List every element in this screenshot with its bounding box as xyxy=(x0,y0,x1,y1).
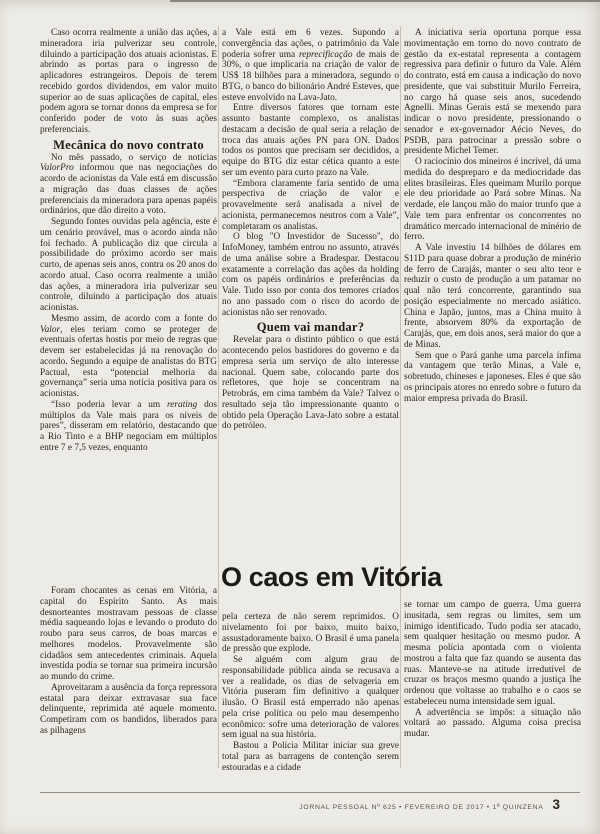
article-column-3 xyxy=(404,28,581,404)
article-headline: O caos em Vitória xyxy=(221,562,442,592)
article-column-2 xyxy=(222,612,399,773)
scan-edge-artifact xyxy=(170,0,600,2)
body-paragraph: “Isso poderia levar a um rerating dos múltiplos da Vale mais para os níveis de pares”, disseram em relatório, destacando que a Rio Tinto e a BHP negociam em múltiplos entre 7 e 7,5 vezes, enquanto xyxy=(40,399,217,453)
body-paragraph: Entre diversos fatores que tornam este assunto bastante complexo, os analistas destacam a decisão de qual seria a relação de troca das atuais ações PN para ON. Dados todos os pontos que precisam ser decididos, a equipe do BTG diz estar cética quanto a este ser um evento para curto prazo na Vale. xyxy=(222,103,399,178)
body-paragraph: A advertência se impôs: a situação não voltará ao passado. Alguma coisa precisa mudar. xyxy=(404,707,581,739)
body-paragraph: Segundo fontes ouvidas pela agência, este é um cenário provável, mas o acordo ainda não foi fechado. A publicação diz que circula a possibilidade do próximo acordo ser mais curto, de apenas seis anos, contra os 20 anos do acordo atual. Caso ocorra realmente a união das ações, a mineradora iria pulverizar seu controle, diluindo a participação dos atuais acionistas. xyxy=(40,217,217,313)
section-heading: Quem vai mandar? xyxy=(256,320,365,335)
body-paragraph: se tornar um campo de guerra. Uma guerra inusitada, sem regras ou limites, sem um inimigo identificado. Tudo podia ser atacado, sem qualquer hesitação ou mesmo pudor. A mesma polícia apontada com o violenta mostrou a falta que faz quando se ausenta das ruas. Manteve-se na atitude irredutível de cruzar os braços mesmo quando a justiça lhe ordenou que voltasse ao trabalho e o caos se estabeleceu numa intensidade sem igual. xyxy=(404,600,581,707)
body-paragraph: Bastou a Polícia Militar iniciar sua greve total para as barragens de contenção serem estouradas e a cidade xyxy=(222,741,399,773)
body-paragraph: Se alguém com algum grau de responsabilidade pública ainda se recusava a ver a realidade, os dias de selvageria em Vitória puseram fim definitivo a qualquer ilusão. O Brasil está emperrado não apenas pela crise política ou pelo mau desempenho econômico: sofre uma deterioração de valores sem igual na sua história. xyxy=(222,655,399,741)
article-column-1 xyxy=(40,28,217,454)
page-footer xyxy=(299,797,560,812)
body-paragraph: Revelar para o distinto público o que está acontecendo pelos bastidores do governo e da empresa seria um serviço de alto interesse nacional. Quem sabe, colocando parte dos refletores, que hoje se concentram na Petrobrás, em cima também da Vale? Talvez o resultado seja tão impressionante quanto o obtido pela Operação Lava-Jato sobre a estatal do petróleo. xyxy=(222,335,399,432)
body-paragraph: O raciocínio dos mineiros é incrível, dá uma medida do despreparo e da mediocridade das elites brasileiras. Eles queimam Murilo porque ele deu prioridade ao Pará sobre Minas. Na verdade, ele lançou mão do maior trunfo que a Vale tem para enfrentar os concorrentes no dramático mercado internacional de minério de ferro. xyxy=(404,157,581,243)
body-paragraph: A iniciativa seria oportuna porque essa movimentação em torno do novo contrato de gestão da ex-estatal representa a contagem regressiva para definir o futuro da Vale. Além do contrato, está em causa a indicação do novo presidente, que vai substituir Murilo Ferreira, no cargo há quase seis anos, sucedendo Agnelli. Minas Gerais está se mexendo para indicar o novo presidente, pressionando o senador e ex-governador Aécio Neves, do PSDB, para patrocinar a pressão sobre o presidente Michel Temer. xyxy=(404,28,581,157)
body-paragraph: Foram chocantes as cenas em Vitória, a capital do Espírito Santo. As mais desnorteantes mostravam pessoas de classe média saqueando lojas e levando o produto do roubo para seus carros, de boas marcas e melhores modelos. Provavelmente são cidadãos sem antecedentes criminais. Aquela investida podia se tornar sua primeira incursão ao mundo do crime. xyxy=(40,586,217,682)
column-rule xyxy=(400,26,401,768)
body-paragraph: O blog "O Investidor de Sucesso", do InfoMoney, também entrou no assunto, através de uma análise sobre a Bradespar. Destacou exatamente a correlação das ações da holding com os papéis ordinários e preferências da Vale. Tudo isso por conta dos temores criados no ano passado com o risco do acordo de acionistas não ser renovado. xyxy=(222,232,399,318)
body-paragraph: pela certeza de não serem reprimidos. O nivelamento foi por baixo, muito baixo, assustadoramente baixo. O Brasil é uma panela de pressão que explode. xyxy=(222,612,399,655)
article-column-2 xyxy=(222,28,399,432)
body-paragraph: Sem que o Pará ganhe uma parcela ínfima da vantagem que terão Minas, a Vale e, sobretudo, chineses e japoneses. Eles é que são os principais atores no enredo sobre o futuro da maior empresa privada do Brasil. xyxy=(404,350,581,404)
body-paragraph: A Vale investiu 14 bilhões de dólares em S11D para quase dobrar a produção de minério de ferro de Carajás, manter o seu alto teor e reduzir o custo de produção a um patamar no qual não terá concorrente, garantindo sua posição especialmente no mercado asiático. China e Japão, juntos, mas a China muito à frente, absorvem 80% da exportação de Carajás, que, em dois anos, será maior do que a de Minas. xyxy=(404,243,581,350)
body-paragraph: No mês passado, o serviço de notícias ValorPro informou que nas negociações do acordo de acionistas da Vale está em discussão a migração das duas classes de ações preferenciais da mineradora para apenas papéis ordinários, que dão direito a voto. xyxy=(40,152,217,217)
body-paragraph: “Embora claramente faria sentido de uma perspectiva de criação de valor e provavelmente será analisada a nível de acionista, permanecemos neutros com a Vale”, completaram os analistas. xyxy=(222,178,399,232)
body-paragraph: Mesmo assim, de acordo com a fonte do Valor, eles teriam como se proteger de eventuais ofertas hostis por meio de regras que devem ser estabelecidas já na renovação do acordo. Segundo a equipe de analistas do BTG Pactual, esta “potencial melhoria da governança” seria uma notícia positiva para os acionistas. xyxy=(40,313,217,399)
footer-issue-line: JORNAL PESSOAL Nº 625 • FEVEREIRO DE 2017 • 1ª QUINZENA xyxy=(299,804,544,811)
body-paragraph: a Vale está em 6 vezes. Supondo a convergência das ações, o patrimônio da Vale poderia sofrer uma reprecificação de mais de 30%, o que implicaria na criação de valor de US$ 18 bilhões para a mineradora, segundo o BTG, o banco do bilionário André Esteves, que esteve envolvido na Lava-Jato. xyxy=(222,28,399,103)
article-column-3 xyxy=(404,600,581,740)
body-paragraph: Aproveitaram a ausência da força repressora estatal para deixar extravasar sua face delinquente, reprimida até aquele momento. Competiram com os bandidos, liberados para as pilhagens xyxy=(40,682,217,736)
section-heading: Mecânica do novo contrato xyxy=(53,137,204,152)
page-number: 3 xyxy=(552,797,560,812)
body-paragraph: Caso ocorra realmente a união das ações, a mineradora iria pulverizar seu controle, diluindo a participação dos atuais acionistas. E abrindo as portas para o ingresso de aplicadores estrangeiros. Depois de terem recebido gordos dividendos, em valor muito superior ao de suas aplicações de capital, eles podem agora se tornar donos da empresa se for conferido poder de voto às suas ações preferenciais. xyxy=(40,28,217,135)
column-rule xyxy=(218,26,219,768)
footer-rule xyxy=(40,792,580,793)
article-column-1 xyxy=(40,586,217,737)
